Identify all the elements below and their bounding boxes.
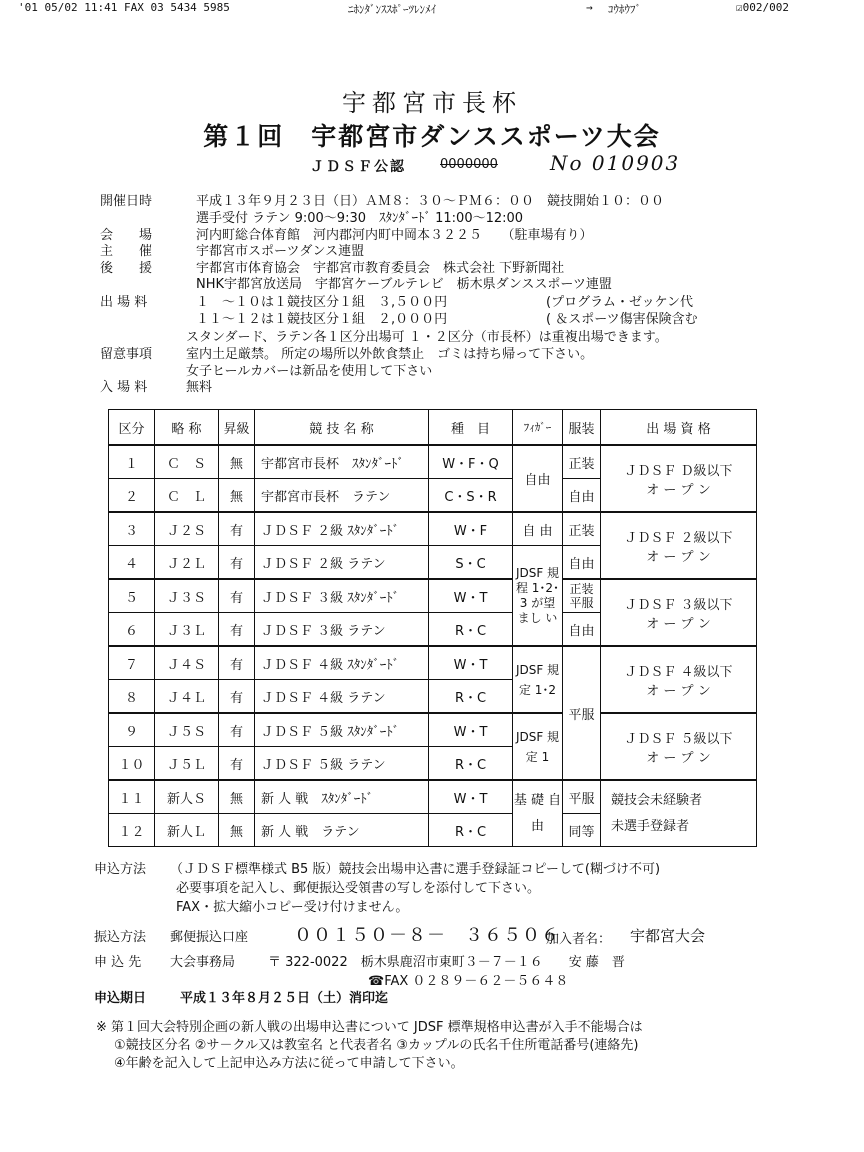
dest-office: 大会事務局 [170, 955, 236, 970]
table-row [109, 713, 757, 747]
row-no: １ [109, 445, 155, 479]
transfer-holder: 宇都宮大会 [630, 927, 706, 945]
attire-r1: 正装 [563, 445, 601, 479]
row-no: １０ [109, 747, 155, 781]
row-abbr: Ｃ Ｌ [155, 479, 219, 513]
row-dances: W・T [429, 780, 513, 814]
venue-label: 会 場 [100, 228, 153, 243]
figure-group-2-top: 自 由 [513, 512, 563, 546]
header-attire: 服装 [563, 410, 601, 446]
row-promotion: 有 [219, 546, 255, 580]
host-label: 主 催 [100, 244, 153, 259]
row-dances: R・C [429, 613, 513, 647]
qualification-1b: オ ー プ ン [646, 482, 711, 498]
header-division: 区分 [109, 410, 155, 446]
fee-line-3: スタンダード、ラテン各１区分出場可 １・２区分（市長杯）は重複出場できます。 [186, 330, 668, 345]
venue: 河内町総合体育館 河内郡河内町中岡本３２２５ （駐車場有り） [196, 228, 593, 243]
transfer-account: ００１５０－８－ ３６５０６ [294, 925, 560, 946]
fax-receiver: ｺｳﾎｳﾌﾞ [608, 3, 641, 16]
event-table [108, 409, 757, 847]
qualification-3a: ＪＤＳＦ ３級以下 [624, 597, 733, 613]
jdsf-struck-number: 0000000 [440, 157, 498, 172]
support-line-1: 宇都宮市体育協会 宇都宮市教育委員会 株式会社 下野新聞社 [196, 261, 565, 276]
row-no: ２ [109, 479, 155, 513]
fax-arrow: → [586, 1, 593, 14]
qualification-6a: 競技会未経験者 [611, 792, 703, 808]
row-dances: W・F・Q [429, 445, 513, 479]
deadline: 平成１３年８月２５日（土）消印迄 [180, 991, 389, 1006]
row-promotion: 有 [219, 512, 255, 546]
table-row [109, 579, 757, 613]
row-event-name: ＪＤＳＦ ２級 ｽﾀﾝﾀﾞｰﾄﾞ [255, 512, 429, 546]
title-line-2: 第１回 宇都宮市ダンススポーツ大会 [203, 122, 661, 151]
qualification-group-3 [601, 579, 757, 646]
row-event-name: 宇都宮市長杯 ラテン [255, 479, 429, 513]
notes-line-1: 室内土足厳禁。 所定の場所以外飲食禁止 ゴミは持ち帰って下さい。 [186, 347, 594, 362]
row-dances: R・C [429, 814, 513, 847]
row-no: ７ [109, 646, 155, 680]
row-no: ９ [109, 713, 155, 747]
header-figure: ﾌｨｶﾞｰ [513, 410, 563, 446]
row-dances: S・C [429, 546, 513, 580]
row-dances: W・T [429, 713, 513, 747]
row-abbr: Ｊ２Ｓ [155, 512, 219, 546]
row-no: １１ [109, 780, 155, 814]
table-row [109, 780, 757, 814]
fee-line-1: １ 〜１０は１競技区分１組 ３,５００円 [196, 295, 448, 310]
table-header-row [109, 410, 757, 446]
qualification-2a: ＪＤＳＦ ２級以下 [624, 530, 733, 546]
row-promotion: 有 [219, 713, 255, 747]
row-promotion: 有 [219, 680, 255, 714]
admission: 無料 [186, 380, 213, 395]
qualification-2b: オ ー プ ン [646, 549, 711, 565]
header-dances: 種 目 [429, 410, 513, 446]
row-abbr: Ｃ Ｓ [155, 445, 219, 479]
row-dances: R・C [429, 680, 513, 714]
fax-datetime: '01 05/02 11:41 FAX 03 5434 5985 [18, 1, 230, 14]
row-event-name: ＪＤＳＦ ４級 ｽﾀﾝﾀﾞｰﾄﾞ [255, 646, 429, 680]
support-line-2: NHK宇都宮放送局 宇都宮ケーブルテレビ 栃木県ダンススポーツ連盟 [196, 277, 612, 292]
admission-label: 入 場 料 [100, 380, 148, 395]
row-abbr: Ｊ３Ｌ [155, 613, 219, 647]
row-event-name: ＪＤＳＦ ２級 ラテン [255, 546, 429, 580]
fee-line-2: １１〜１２は１競技区分１組 ２,０００円 [196, 312, 448, 327]
apply-method-line-3: FAX・拡大縮小コピー受け付けません。 [176, 900, 409, 915]
jdsf-handwritten-number: No 010903 [550, 151, 681, 175]
row-event-name: ＪＤＳＦ ３級 ｽﾀﾝﾀﾞｰﾄﾞ [255, 579, 429, 613]
support-label: 後 援 [100, 261, 153, 276]
row-abbr: Ｊ３Ｓ [155, 579, 219, 613]
row-abbr: Ｊ２Ｌ [155, 546, 219, 580]
jdsf-approval [310, 153, 760, 177]
table-row [109, 646, 757, 680]
row-no: ６ [109, 613, 155, 647]
fee-note-2: ( ＆スポーツ傷害保険含む [546, 312, 698, 327]
row-no: ４ [109, 546, 155, 580]
attire-r11: 平服 [563, 780, 601, 814]
figure-group-4: JDSF 規 定 1 [513, 713, 563, 780]
attire-r12: 同等 [563, 814, 601, 847]
row-dances: W・T [429, 579, 513, 613]
header-event-name: 競 技 名 称 [255, 410, 429, 446]
dest-address: 〒 322-0022 栃木県鹿沼市東町３－７－１６ 安 藤 晋 [268, 955, 625, 970]
row-event-name: ＪＤＳＦ ４級 ラテン [255, 680, 429, 714]
row-abbr: Ｊ４Ｓ [155, 646, 219, 680]
date-line-2: 選手受付 ラテン 9:00〜9:30 ｽﾀﾝﾀﾞｰﾄﾞ 11:00〜12:00 [196, 211, 524, 226]
fax-sender: ﾆﾎﾝﾀﾞﾝｽｽﾎﾟｰﾂﾚﾝﾒｲ [348, 3, 436, 16]
qualification-1a: ＪＤＳＦ Ｄ級以下 [624, 463, 733, 479]
transfer-label: 振込方法 [94, 930, 147, 945]
row-event-name: 宇都宮市長杯 ｽﾀﾝﾀﾞｰﾄﾞ [255, 445, 429, 479]
row-promotion: 有 [219, 646, 255, 680]
fax-header [18, 0, 854, 16]
qualification-5b: オ ー プ ン [646, 750, 711, 766]
note-line-1: ※ 第１回大会特別企画の新人戦の出場申込書について JDSF 標準規格申込書が入手不能場合は [96, 1020, 643, 1035]
apply-method-line-1: （ＪＤＳＦ標準様式 B5 版）競技会出場申込書に選手登録証コピーして(糊づけ不可) [170, 862, 661, 877]
header-abbr: 略 称 [155, 410, 219, 446]
host: 宇都宮市スポーツダンス連盟 [196, 244, 365, 259]
qualification-group-5 [601, 713, 757, 780]
header-promotion: 昇級 [219, 410, 255, 446]
row-no: ８ [109, 680, 155, 714]
apply-method-line-2: 必要事項を記入し、郵便振込受領書の写しを添付して下さい。 [176, 881, 541, 896]
figure-group-2: JDSF 規程 1･2･3 が望 まし い [513, 546, 563, 647]
attire-r7-10: 平服 [563, 646, 601, 780]
transfer-holder-label: 加入者名： [546, 932, 612, 947]
row-no: ５ [109, 579, 155, 613]
row-promotion: 無 [219, 814, 255, 847]
note-line-2: ①競技区分名 ②サ－クル又は教室名 と代表者名 ③カップルの氏名千住所電話番号(連絡先) [114, 1038, 639, 1053]
row-promotion: 有 [219, 747, 255, 781]
fee-label: 出 場 料 [100, 295, 148, 310]
row-dances: C・S・R [429, 479, 513, 513]
header-qualification: 出 場 資 格 [601, 410, 757, 446]
apply-method-label: 申込方法 [94, 862, 147, 877]
qualification-group-1 [601, 445, 757, 512]
row-no: ３ [109, 512, 155, 546]
row-no: １２ [109, 814, 155, 847]
attire-r6: 自由 [563, 613, 601, 647]
row-dances: W・F [429, 512, 513, 546]
table-row [109, 445, 757, 479]
qualification-group-4 [601, 646, 757, 713]
qualification-group-2 [601, 512, 757, 579]
qualification-group-6 [601, 780, 757, 847]
qualification-3b: オ ー プ ン [646, 616, 711, 632]
qualification-6b: 未選手登録者 [611, 818, 690, 834]
row-promotion: 無 [219, 445, 255, 479]
qualification-5a: ＪＤＳＦ ５級以下 [624, 731, 733, 747]
row-promotion: 有 [219, 613, 255, 647]
fax-page: ☑002/002 [736, 1, 789, 14]
date-line-1: 平成１３年９月２３日（日）ＡＭ８：３０〜ＰＭ６：００ 競技開始１０：００ [196, 194, 665, 209]
fee-note-1: (プログラム・ゼッケン代 [546, 295, 694, 310]
deadline-label: 申込期日 [94, 991, 147, 1006]
jdsf-label: ＪＤＳＦ公認 [310, 159, 406, 175]
date-label: 開催日時 [100, 194, 153, 209]
table-row [109, 512, 757, 546]
row-abbr: 新人Ｌ [155, 814, 219, 847]
note-line-3: ④年齢を記入して上記申込み方法に従って申請して下さい。 [114, 1056, 464, 1071]
row-event-name: 新 人 戦 ｽﾀﾝﾀﾞｰﾄﾞ [255, 780, 429, 814]
row-event-name: ＪＤＳＦ ５級 ラテン [255, 747, 429, 781]
title-line-1: 宇都宮市長杯 [342, 89, 522, 117]
figure-group-5: 基 礎 自 由 [513, 780, 563, 847]
row-abbr: 新人Ｓ [155, 780, 219, 814]
row-promotion: 無 [219, 479, 255, 513]
row-promotion: 無 [219, 780, 255, 814]
notes-line-2: 女子ヒールカバーは新品を使用して下さい [186, 364, 433, 379]
row-event-name: 新 人 戦 ラテン [255, 814, 429, 847]
dest-label: 申 込 先 [94, 955, 142, 970]
attire-r5: 正装 平服 [563, 579, 601, 613]
attire-r4: 自由 [563, 546, 601, 580]
figure-group-1: 自由 [513, 445, 563, 512]
row-abbr: Ｊ４Ｌ [155, 680, 219, 714]
row-abbr: Ｊ５Ｓ [155, 713, 219, 747]
row-event-name: ＪＤＳＦ ５級 ｽﾀﾝﾀﾞｰﾄﾞ [255, 713, 429, 747]
row-dances: W・T [429, 646, 513, 680]
row-abbr: Ｊ５Ｌ [155, 747, 219, 781]
row-promotion: 有 [219, 579, 255, 613]
transfer-account-label: 郵便振込口座 [170, 930, 249, 945]
row-event-name: ＪＤＳＦ ３級 ラテン [255, 613, 429, 647]
qualification-4b: オ ー プ ン [646, 683, 711, 699]
attire-r2: 自由 [563, 479, 601, 513]
dest-fax: ☎FAX ０２８９－６２－５６４８ [368, 974, 569, 989]
figure-group-3: JDSF 規定 1･2 [513, 646, 563, 713]
row-dances: R・C [429, 747, 513, 781]
attire-r3: 正装 [563, 512, 601, 546]
qualification-4a: ＪＤＳＦ ４級以下 [624, 664, 733, 680]
notes-label: 留意事項 [100, 347, 153, 362]
